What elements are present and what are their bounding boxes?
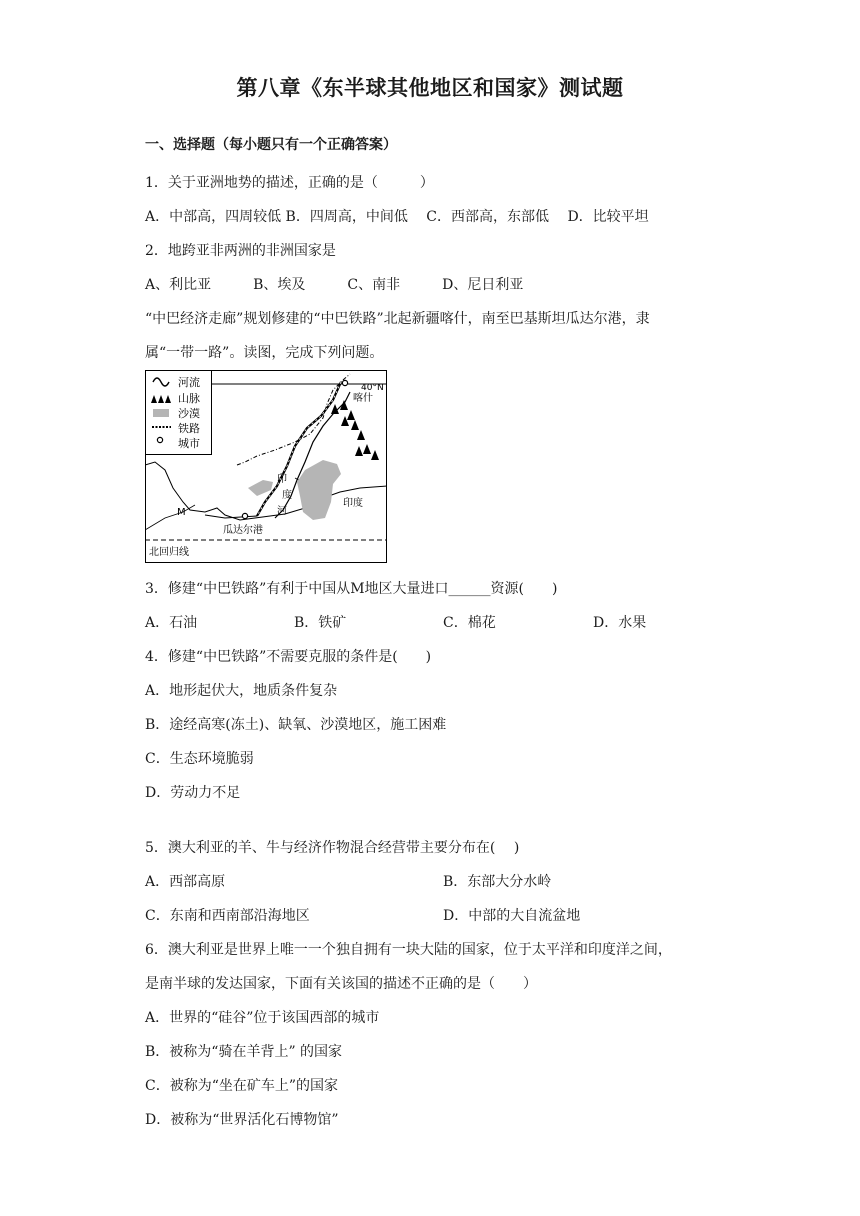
legend-mountain: 山脉 [178, 392, 200, 405]
legend-desert: 沙漠 [178, 407, 200, 420]
question-6-option-a: A．世界的“硅谷”位于该国西部的城市 [145, 1010, 380, 1026]
question-6-option-b: B．被称为“骑在羊背上” 的国家 [145, 1044, 343, 1060]
kashgar-city-icon [342, 380, 347, 385]
question-3-stem: 3．修建“中巴铁路”有利于中国从M地区大量进口______资源( ) [145, 581, 558, 597]
question-6-stem-line-2: 是南半球的发达国家，下面有关该国的描述不正确的是（ ） [145, 976, 537, 992]
city-legend-icon [157, 437, 162, 442]
region-m-label: M [177, 507, 186, 518]
question-6-option-d: D．被称为“世界活化石博物馆” [145, 1112, 339, 1128]
question-5-option-d: D．中部的大自流盆地 [443, 908, 581, 924]
mountain-legend-icon [151, 395, 171, 403]
legend-river: 河流 [178, 376, 200, 389]
indus-char-3: 河 [277, 506, 287, 517]
question-5-stem: 5．澳大利亚的羊、牛与经济作物混合经营带主要分布在( ) [145, 840, 520, 856]
passage-line-2: 属“一带一路”。读图，完成下列问题。 [145, 345, 384, 361]
question-4-option-d: D．劳动力不足 [145, 785, 241, 801]
question-4-option-a: A．地形起伏大，地质条件复杂 [145, 683, 338, 699]
question-3-option-a: A．石油 [145, 615, 198, 631]
kashgar-label: 喀什 [353, 393, 373, 404]
section-heading: 一、选择题（每小题只有一个正确答案） [145, 137, 397, 153]
question-1-stem: 1．关于亚洲地势的描述，正确的是（ ） [145, 175, 434, 191]
desert-legend-icon [153, 409, 169, 417]
gwadar-city-icon [242, 513, 247, 518]
question-3-option-c: C．棉花 [443, 615, 496, 631]
question-5-option-c: C．东南和西南部沿海地区 [145, 908, 310, 924]
india-label: 印度 [343, 498, 363, 509]
gwadar-label: 瓜达尔港 [223, 525, 263, 536]
question-6-option-c: C．被称为“坐在矿车上”的国家 [145, 1078, 339, 1094]
question-1-options: A．中部高，四周较低 B．四周高，中间低 C．西部高，东部低 D．比较平坦 [145, 209, 649, 225]
railway-map [145, 370, 387, 563]
tropic-label: 北回归线 [149, 547, 189, 558]
latitude-label: 40°N [361, 383, 384, 393]
question-2-stem: 2．地跨亚非两洲的非洲国家是 [145, 243, 336, 259]
question-3-option-b: B．铁矿 [294, 615, 347, 631]
question-4-stem: 4．修建“中巴铁路”不需要克服的条件是( ) [145, 649, 432, 665]
question-3-option-d: D．水果 [593, 615, 647, 631]
question-4-option-c: C．生态环境脆弱 [145, 751, 254, 767]
question-4-option-b: B．途经高寒(冻土)、缺氧、沙漠地区，施工困难 [145, 717, 447, 733]
legend-railway: 铁路 [178, 422, 200, 435]
question-5-option-a: A．西部高原 [145, 874, 226, 890]
question-2-options: A、利比亚 B、埃及 C、南非 D、尼日利亚 [145, 277, 524, 293]
indus-char-1: 印 [277, 474, 287, 485]
indus-char-2: 度 [282, 490, 292, 501]
passage-line-1: “中巴经济走廊”规划修建的“中巴铁路”北起新疆喀什，南至巴基斯坦瓜达尔港，隶 [145, 311, 650, 327]
question-5-option-b: B．东部大分水岭 [443, 874, 552, 890]
question-6-stem-line-1: 6．澳大利亚是世界上唯一一个独自拥有一块大陆的国家，位于太平洋和印度洋之间， [145, 942, 672, 958]
legend-city: 城市 [178, 437, 200, 450]
page-title: 第八章《东半球其他地区和国家》测试题 [236, 76, 624, 100]
